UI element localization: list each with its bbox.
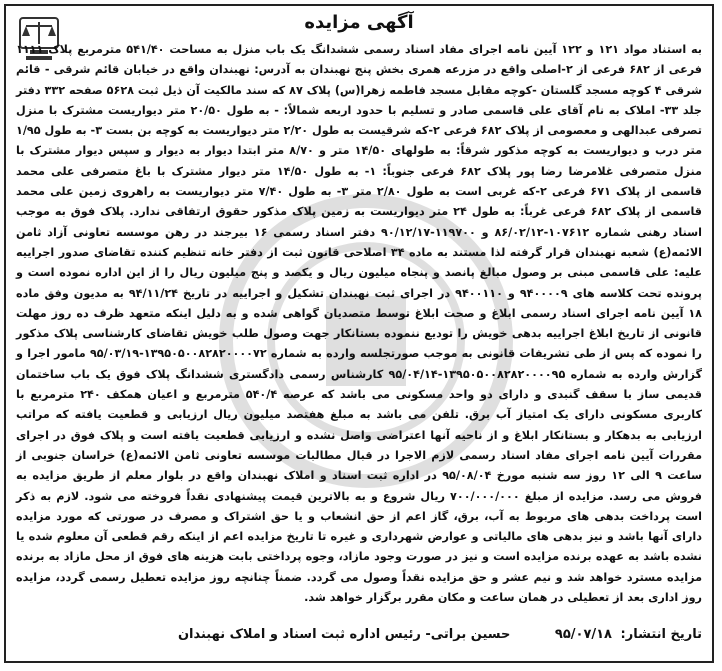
publish-date-label: تاریخ انتشار: — [620, 627, 702, 642]
notice-footer — [16, 627, 702, 651]
notice-title: آگهی مزایده — [304, 12, 414, 33]
auction-notice — [4, 4, 714, 663]
signature: حسین براتی- رئیس اداره ثبت اسناد و املاک نهبندان — [177, 627, 511, 642]
publish-date: ۹۵/۰۷/۱۸ — [554, 627, 612, 642]
notice-header — [6, 6, 712, 42]
notice-body: به استناد مواد ۱۲۱ و ۱۲۲ آیین نامه اجرای مفاد اسناد رسمی ششدانگ یک باب منزل به مساحت ۵۴۱/۴۰ مترمربع پلاک ۱۱۱۱ فرعی از ۶۸۲ فرعی از ۲-اصلی واقع در مزرعه همری بخش پنج نهبندان به آدرس: نهبندان واقع در خیابان قائم شرقی - قائم شرقی ۴ کوچه مسجد گلستان -کوچه مقابل مسجد فاطمه زهرا(س) پلاک ۸۷ که سند مالکیت آن ذیل ثبت ۵۶۲۸ صفحه ۳۳۲ دفتر جلد ۳۳- املاک به نام آقای علی قاسمی صادر و تسلیم با حدود اربعه شمالاً: - به طول ۲۰/۵۰ متر دیواریست مشترک با منزل تصرفی عبدالهی و معصومی از پلاک ۶۸۲ فرعی ۲-که شرقیست به طول ۲/۲۰ متر دیواریست به کوچه بن بست ۳- به طول ۱/۹۵ متر درب و دیواریست به کوچه مذکور شرقاً: به طولهای ۱۴/۵۰ متر و ۸/۷۰ متر ابتدا دیوار به دیوار و سپس دیوار مشترک با منزل متصرفی غلامرضا رضا پور پلاک ۶۸۲ فرعی جنوباً: ۱- به طول ۱۴/۵۰ متر دیوار مشترک با باغ متصرفی علی محمد قاسمی از پلاک ۶۷۱ فرعی ۲-که غربی است به طول ۲/۸۰ متر ۳- به طول ۷/۴۰ متر دیواریست به راهروی زمین علی محمد قاسمی از پلاک ۶۸۲ فرعی غرباً: به طول ۲۴ متر دیواریست به زمین پلاک مذکور حقوق ارتفاقی ندارد. پلاک فوق به موجب اسناد رهنی شماره ۱۰۷۶۱۲-۸۶/۰۲/۱۲ و ۱۱۹۷۰۰-۹۰/۱۲/۱۷ دفتر اسناد رسمی ۱۶ بیرجند در رهن موسسه تعاونی آزاد ثامن الائمه(ع) شعبه نهبندان قرار گرفته لذا مستند به ماده ۳۴ اصلاحی قانون ثبت از دفتر خانه تنظیم کننده تقاضای صدور اجراییه علیه: علی قاسمی مبنی بر وصول مبالغ پانصد و پنجاه میلیون ریال و یکصد و پنج میلیون ریال را از این اداره نموده است و پرونده تحت کلاسه های ۹۴۰۰۰۰۹ و ۹۴۰۰۱۱۰ در اجرای ثبت نهبندان تشکیل و اجراییه در تاریخ ۹۴/۱۱/۲۴ به مدیون وفق ماده ۱۸ آیین نامه اجرای اسناد رسمی ابلاغ و صحت ابلاغ توسط متصدیان گواهی شده و به دلیل اینکه متعهد ظرف ده روز مهلت قانونی از تاریخ ابلاغ اجراییه بدهی خویش را تودیع ننموده بستانکار جهت وصول طلب خویش تقاضای کارشناسی پلاک مذکور را نموده که پس از طی تشریفات قانونی به موجب صورتجلسه وارده به شماره ۱۳۹۵۰۵۰۰۸۲۸۲۰۰۰۰۷۲-۹۵/۰۳/۱۹ مامور اجرا و گزارش وارده به شماره ۱۳۹۵۰۵۰۰۸۲۸۲۰۰۰۰۹۵-۹۵/۰۴/۱۴ کارشناس رسمی دادگستری ششدانگ پلاک فوق یک باب ساختمان قدیمی ساز با سقف گنبدی و دارای دو واحد مسکونی می باشد که عرصه ۵۴۰/۴ مترمربع و اعیان همکف ۲۴۰ مترمربع با کاربری مسکونی دارای یک امتیاز آب برق. تلفن می باشد به مبلغ هفتصد میلیون ریال ارزیابی و قطعیت یافته که مراتب ارزیابی به بدهکار و بستانکار ابلاغ و از ناحیه آنها اعتراضی واصل نشده و ارزیابی قطعیت یافته است و پلاک فوق در اجرای مقررات آیین نامه اجرای مفاد اسناد رسمی لازم الاجرا در قبال مطالبات موسسه تعاونی ثامن الائمه(ع) خراسان جنوبی از ساعت ۹ الی ۱۲ روز سه شنبه مورخ ۹۵/۰۸/۰۴ در اداره ثبت اسناد و املاک نهبندان واقع در بلوار معلم از طریق مزایده به فروش می رسد. مزایده از مبلغ ۷۰۰/۰۰۰/۰۰۰ ریال شروع و به بالاترین قیمت پیشنهادی نقداً فروخته می شود. لازم به ذکر است پرداخت بدهی های مربوط به آب، برق، گاز اعم از حق انشعاب و یا حق اشتراک و مصرف در صورتی که مورد مزایده دارای آنها باشد و نیز بدهی های مالیاتی و عوارض شهرداری و غیره تا تاریخ مزایده اعم از اینکه رقم قطعی آن معلوم شده یا نشده باشد به عهده برنده مزایده است و نیز در صورت وجود مازاد، وجوه پرداختی بابت هزینه های فوق از محل مازاد به برنده مزایده مسترد خواهد شد و نیم عشر و حق مزایده نقداً وصول می گردد. ضمناً چنانچه روز مزایده تعطیل رسمی گردد، مزایده روز اداری بعد از تعطیلی در همان ساعت و مکان مقرر برگزار خواهد شد. — [16, 43, 703, 605]
